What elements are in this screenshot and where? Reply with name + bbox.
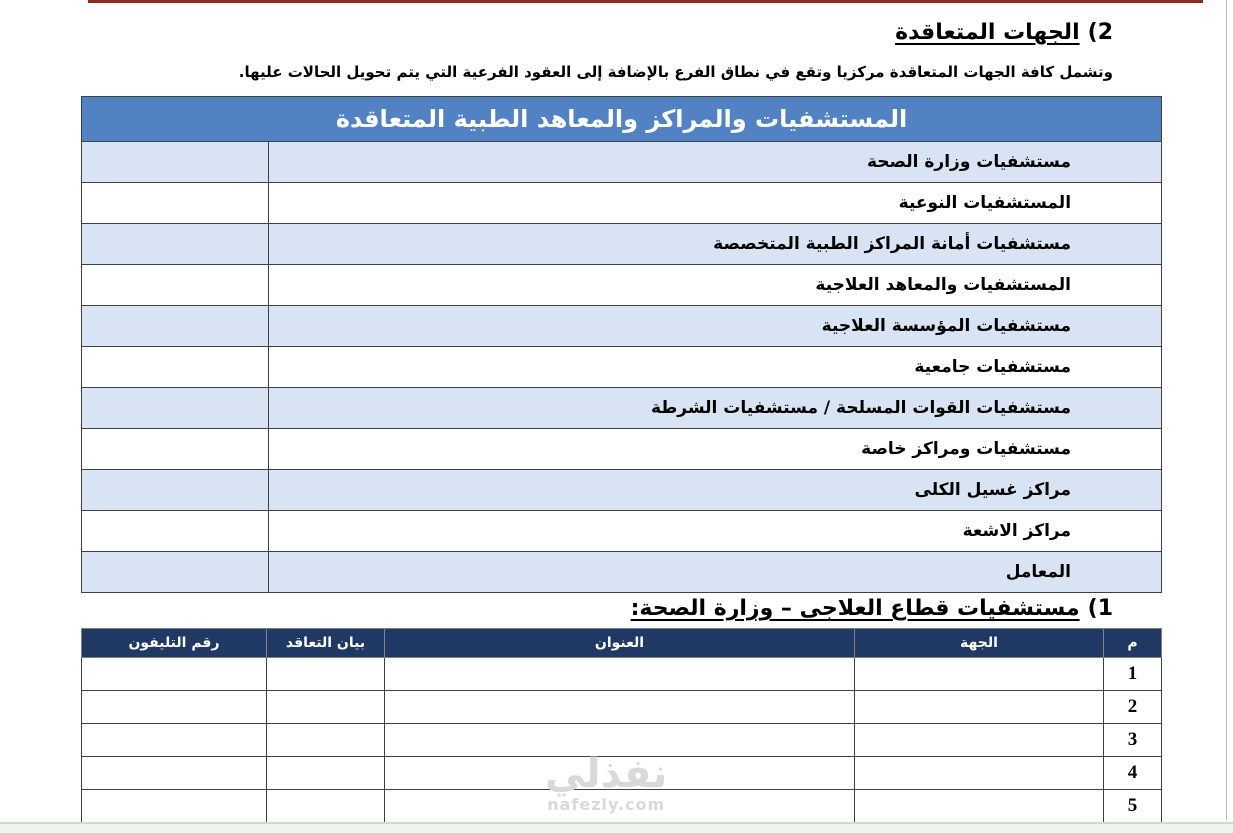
row-number: 5 [1104,790,1162,823]
entity-cell [855,658,1104,691]
table-row [82,724,1162,757]
blank-cell [82,511,269,552]
entity-cell [855,691,1104,724]
entity-name: مستشفيات جامعية [269,347,1162,388]
blank-cell [82,388,269,429]
phone-cell [82,757,267,790]
blank-cell [82,224,269,265]
contract-cell [267,724,385,757]
table-row [82,658,1162,691]
section-2-heading [895,20,1113,45]
entity-name: مستشفيات القوات المسلحة / مستشفيات الشرطة [269,388,1162,429]
address-cell [385,691,855,724]
entity-name: مستشفيات ومراكز خاصة [269,429,1162,470]
contract-cell [267,790,385,823]
table-row [82,757,1162,790]
column-header-phone: رقم التليفون [82,629,267,658]
entity-cell [855,790,1104,823]
watermark-latin: nafezly.com [547,795,666,814]
row-number: 1 [1104,658,1162,691]
column-header-index: م [1104,629,1162,658]
table-row [82,511,1162,552]
phone-cell [82,790,267,823]
section-1-number: 1) [1087,596,1113,621]
phone-cell [82,658,267,691]
entity-name: المستشفيات النوعية [269,183,1162,224]
section-1-title: مستشفيات قطاع العلاجى – وزارة الصحة: [630,596,1080,621]
table-row [82,347,1162,388]
section-2-number: 2) [1087,20,1113,45]
column-header-contract: بيان التعاقد [267,629,385,658]
column-header-address: العنوان [385,629,855,658]
table-row [82,790,1162,823]
table-row [82,224,1162,265]
entity-cell [855,724,1104,757]
blank-cell [82,142,269,183]
contract-cell [267,757,385,790]
row-number: 3 [1104,724,1162,757]
address-cell [385,757,855,790]
table-row [82,183,1162,224]
blank-cell [82,306,269,347]
hospitals-table [81,628,1162,823]
table-row [82,691,1162,724]
table-header-row [82,629,1162,658]
column-header-entity: الجهة [855,629,1104,658]
entity-name: مراكز غسيل الكلى [269,470,1162,511]
row-number: 2 [1104,691,1162,724]
entity-name: مستشفيات أمانة المراكز الطبية المتخصصة [269,224,1162,265]
entity-name: مراكز الاشعة [269,511,1162,552]
table-row [82,429,1162,470]
page-edge-line [1226,0,1227,820]
section-2-title: الجهات المتعاقدة [895,20,1080,45]
table-row [82,306,1162,347]
phone-cell [82,691,267,724]
blank-cell [82,265,269,306]
blank-cell [82,183,269,224]
contract-cell [267,691,385,724]
entity-name: مستشفيات وزارة الصحة [269,142,1162,183]
entity-name: المستشفيات والمعاهد العلاجية [269,265,1162,306]
table-row [82,552,1162,593]
entity-name: مستشفيات المؤسسة العلاجية [269,306,1162,347]
phone-cell [82,724,267,757]
address-cell [385,790,855,823]
blank-cell [82,429,269,470]
section-1-heading [631,596,1113,621]
table-row [82,265,1162,306]
watermark-arabic: نفذلي [545,751,668,797]
blank-cell [82,552,269,593]
blank-cell [82,347,269,388]
blank-cell [82,470,269,511]
address-cell [385,658,855,691]
top-border-line [88,0,1203,3]
table-row [82,142,1162,183]
contracted-table-header: المستشفيات والمراكز والمعاهد الطبية المتعاقدة [82,97,1162,142]
table-row [82,470,1162,511]
bottom-scroll-strip [0,822,1233,833]
contract-cell [267,658,385,691]
entity-cell [855,757,1104,790]
entity-name: المعامل [269,552,1162,593]
row-number: 4 [1104,757,1162,790]
section-2-intro: وتشمل كافة الجهات المتعاقدة مركزيا وتقع في نطاق الفرع بالإضافة إلى العقود الفرعية التي يتم تحويل الحالات عليها. [238,63,1113,81]
table-row [82,388,1162,429]
address-cell [385,724,855,757]
contracted-entities-table [81,96,1162,593]
